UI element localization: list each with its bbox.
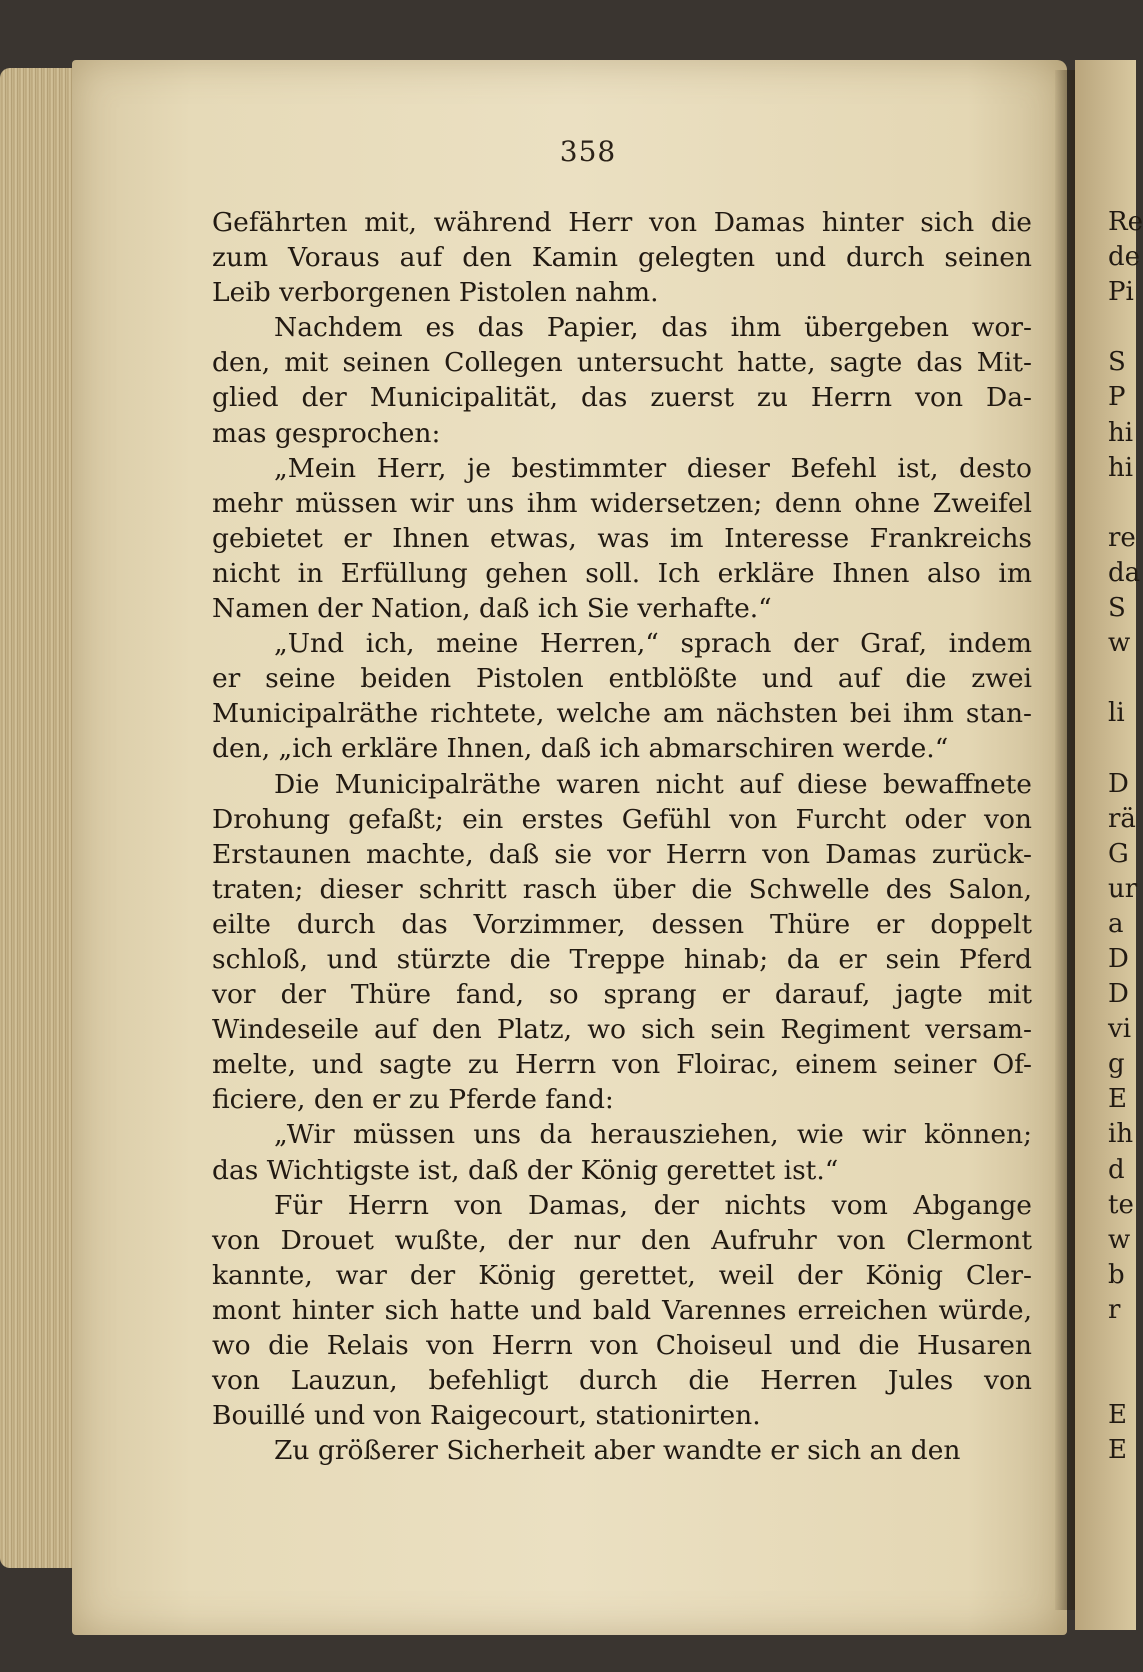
paragraph [212, 310, 1032, 450]
text-line: „Wir müssen uns da herausziehen, wie wir können; [274, 1119, 1032, 1151]
adjacent-page-fragment: d [1108, 1154, 1125, 1185]
text-line: den, „ich erkläre Ihnen, daß ich abmarschiren werde.“ [212, 733, 949, 765]
adjacent-page-fragment: re [1108, 522, 1136, 553]
adjacent-page-text [1108, 205, 1143, 1468]
text-line: Für Herrn von Damas, der nichts vom Abgange [274, 1189, 1032, 1221]
text-line: gebietet er Ihnen etwas, was im Interesse Frankreichs [212, 522, 1032, 554]
text-line: traten; dieser schritt rasch über die Schwelle des Salon, [212, 873, 1032, 905]
text-line: vor der Thüre fand, so sprang er darauf, jagte mit [212, 979, 1032, 1011]
adjacent-page-fragment: b [1108, 1259, 1125, 1290]
text-line: glied der Municipalität, das zuerst zu Herrn von Da- [212, 382, 1032, 414]
text-line: mehr müssen wir uns ihm widersetzen; denn ohne Zweifel [212, 487, 1032, 519]
adjacent-page-fragment: r [1108, 1294, 1121, 1325]
adjacent-page-fragment [1108, 731, 1136, 766]
paragraph [212, 626, 1032, 766]
text-line: eilte durch das Vorzimmer, dessen Thüre er doppelt [212, 908, 1032, 940]
adjacent-page-fragment: G [1108, 838, 1129, 869]
adjacent-page-fragment: E [1108, 1084, 1127, 1115]
adjacent-page-fragment: Pi [1108, 277, 1134, 308]
page-number: 358 [559, 135, 617, 168]
text-line: kannte, war der König gerettet, weil der König Cler- [212, 1259, 1032, 1291]
adjacent-page-fragment [1108, 310, 1136, 345]
paragraph [212, 205, 1032, 310]
adjacent-page-fragment [1108, 486, 1136, 521]
text-line: er seine beiden Pistolen entblößte und auf die zwei [212, 663, 1032, 695]
adjacent-page-fragment: D [1108, 943, 1129, 974]
adjacent-page-fragment: g [1108, 1049, 1125, 1080]
paragraph [212, 451, 1032, 626]
adjacent-page-fragment: rä [1108, 803, 1136, 834]
text-line: Namen der Nation, daß ich Sie verhafte.“ [212, 593, 772, 625]
adjacent-page-fragment: te [1108, 1189, 1134, 1220]
text-line: Nachdem es das Papier, das ihm übergeben wor- [274, 312, 1032, 344]
adjacent-page-fragment [1108, 1328, 1136, 1363]
text-line: Gefährten mit, während Herr von Damas hinter sich die [212, 207, 1032, 238]
text-line: Erstaunen machte, daß sie vor Herrn von Damas zurück- [212, 838, 1032, 870]
paragraph [212, 1433, 1032, 1468]
body-text [212, 205, 1032, 1468]
text-line: Leib verborgenen Pistolen nahm. [212, 277, 659, 309]
adjacent-page-fragment: E [1108, 1400, 1127, 1431]
adjacent-page-fragment: de [1108, 242, 1141, 273]
adjacent-page-fragment [1108, 1363, 1136, 1398]
text-line: von Drouet wußte, der nur den Aufruhr von Clermont [212, 1224, 1032, 1256]
text-line: Zu größerer Sicherheit aber wandte er sich an den [274, 1435, 961, 1467]
paragraph [212, 1188, 1032, 1434]
text-line: Municipalräthe richtete, welche am nächsten bei ihm stan- [212, 698, 1032, 730]
adjacent-page-fragment: S [1108, 593, 1126, 624]
text-line: „Und ich, meine Herren,“ sprach der Graf, indem [274, 628, 1032, 660]
text-line: wo die Relais von Herrn von Choiseul und die Husaren [212, 1330, 1032, 1361]
adjacent-page-fragment: Re [1108, 207, 1143, 237]
adjacent-page-fragment: w [1108, 628, 1131, 659]
text-line: zum Voraus auf den Kamin gelegten und durch seinen [212, 242, 1032, 274]
adjacent-page-fragment: E [1108, 1435, 1127, 1466]
adjacent-page-fragment: ur [1108, 873, 1138, 904]
adjacent-page-fragment: w [1108, 1224, 1131, 1255]
adjacent-page-fragment: D [1108, 768, 1129, 799]
paragraph [212, 767, 1032, 1118]
book-gutter [1055, 70, 1075, 1610]
text-line: den, mit seinen Collegen untersucht hatte, sagte das Mit- [212, 347, 1032, 379]
adjacent-page-fragment: S [1108, 347, 1126, 378]
text-line: Bouillé und von Raigecourt, stationirten. [212, 1400, 761, 1432]
adjacent-page-fragment [1108, 661, 1136, 696]
adjacent-page-fragment: li [1108, 698, 1125, 729]
text-line: Die Municipalräthe waren nicht auf diese bewaffnete [274, 768, 1032, 800]
text-line: von Lauzun, befehligt durch die Herren Jules von [212, 1365, 1032, 1397]
paragraph [212, 1117, 1032, 1187]
text-line: nicht in Erfüllung gehen soll. Ich erkläre Ihnen also im [212, 557, 1032, 589]
text-line: Windeseile auf den Platz, wo sich sein Regiment versam- [212, 1014, 1032, 1046]
adjacent-page-fragment: hi [1108, 452, 1134, 483]
adjacent-page-fragment: P [1108, 382, 1126, 413]
text-line: „Mein Herr, je bestimmter dieser Befehl ist, desto [274, 452, 1032, 484]
text-line: mas gesprochen: [212, 417, 441, 449]
text-line: ficiere, den er zu Pferde fand: [212, 1084, 614, 1116]
text-line: Drohung gefaßt; ein erstes Gefühl von Furcht oder von [212, 803, 1032, 835]
adjacent-page-fragment: vi [1108, 1014, 1132, 1045]
text-line: mont hinter sich hatte und bald Varennes erreichen würde, [212, 1294, 1032, 1326]
adjacent-page-fragment: da [1108, 557, 1141, 588]
adjacent-page-fragment: D [1108, 979, 1129, 1010]
adjacent-page-fragment: ih [1108, 1119, 1134, 1150]
adjacent-page-fragment: a [1108, 908, 1124, 939]
text-line: schloß, und stürzte die Treppe hinab; da er sein Pferd [212, 943, 1032, 975]
adjacent-page-fragment: hi [1108, 417, 1134, 448]
text-line: melte, und sagte zu Herrn von Floirac, einem seiner Of- [212, 1049, 1032, 1081]
text-line: das Wichtigste ist, daß der König gerettet ist.“ [212, 1154, 839, 1186]
